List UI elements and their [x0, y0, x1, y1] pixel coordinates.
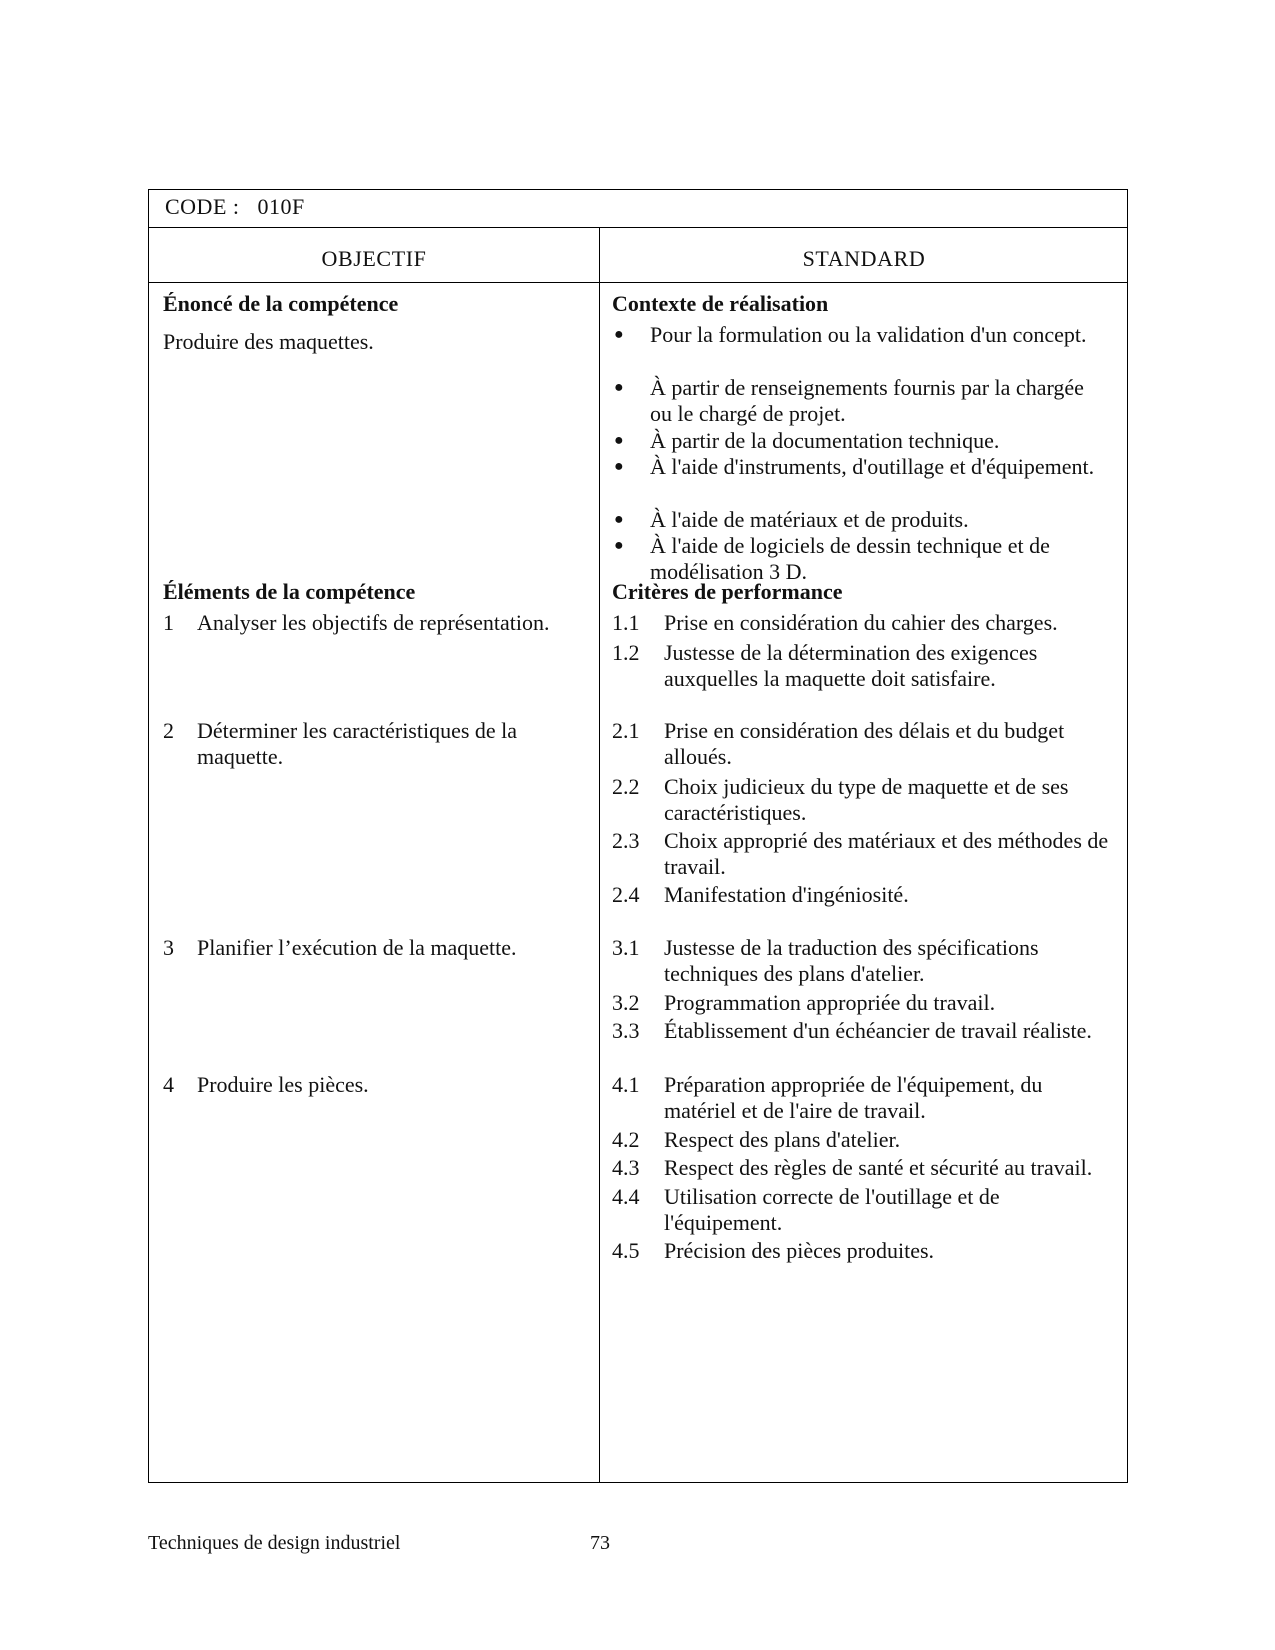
- code-label: CODE :: [165, 194, 240, 219]
- critere-text: Prise en considération du cahier des charges.: [664, 610, 1058, 635]
- critere-text: Utilisation correcte de l'outillage et de l'équipement.: [664, 1184, 1000, 1235]
- critere-number: 3.3: [612, 1018, 640, 1043]
- bullet-icon: ●: [614, 537, 624, 554]
- critere-number: 2.4: [612, 882, 640, 907]
- contexte-text: Pour la formulation ou la validation d'un concept.: [650, 322, 1087, 347]
- critere-text: Programmation appropriée du travail.: [664, 990, 996, 1015]
- critere-number: 2.2: [612, 774, 640, 799]
- column-header-row: [149, 228, 1127, 283]
- page-number: 73: [590, 1532, 610, 1554]
- contexte-text: À partir de la documentation technique.: [650, 428, 1000, 453]
- critere-number: 4.5: [612, 1238, 640, 1263]
- column-header-standard: STANDARD: [802, 246, 926, 271]
- critere-text: Préparation appropriée de l'équipement, du matériel et de l'aire de travail.: [664, 1072, 1043, 1123]
- critere-number: 3.2: [612, 990, 640, 1015]
- element-number: 2: [163, 718, 174, 743]
- critere-number: 1.1: [612, 610, 640, 635]
- competence-table: [148, 189, 1128, 1483]
- element-number: 3: [163, 935, 174, 960]
- bullet-icon: ●: [614, 458, 624, 475]
- critere-text: Justesse de la traduction des spécifications techniques des plans d'atelier.: [664, 935, 1039, 986]
- element-text: Analyser les objectifs de représentation.: [197, 610, 550, 635]
- element-text: Planifier l’exécution de la maquette.: [197, 935, 517, 960]
- bullet-icon: ●: [614, 432, 624, 449]
- contexte-text: À l'aide de logiciels de dessin technique et de modélisation 3 D.: [650, 533, 1050, 584]
- contexte-text: À l'aide d'instruments, d'outillage et d'équipement.: [650, 454, 1095, 479]
- footer-title: Techniques de design industriel: [148, 1532, 401, 1554]
- critere-number: 4.1: [612, 1072, 640, 1097]
- critere-number: 4.2: [612, 1127, 640, 1152]
- contexte-heading: Contexte de réalisation: [612, 291, 829, 316]
- critere-text: Justesse de la détermination des exigences auxquelles la maquette doit satisfaire.: [664, 640, 1038, 691]
- enonce-text: Produire des maquettes.: [163, 329, 374, 354]
- criteres-heading: Critères de performance: [612, 579, 843, 604]
- critere-number: 3.1: [612, 935, 640, 960]
- critere-text: Prise en considération des délais et du budget alloués.: [664, 718, 1065, 769]
- column-header-objectif: OBJECTIF: [321, 246, 427, 271]
- element-text: Déterminer les caractéristiques de la maquette.: [197, 718, 518, 769]
- code-value: 010F: [257, 194, 305, 219]
- critere-text: Précision des pièces produites.: [664, 1238, 935, 1263]
- critere-text: Respect des règles de santé et sécurité au travail.: [664, 1155, 1093, 1180]
- critere-number: 1.2: [612, 640, 640, 665]
- critere-text: Choix judicieux du type de maquette et de ses caractéristiques.: [664, 774, 1069, 825]
- critere-text: Établissement d'un échéancier de travail réaliste.: [664, 1018, 1092, 1043]
- critere-text: Respect des plans d'atelier.: [664, 1127, 901, 1152]
- critere-text: Manifestation d'ingéniosité.: [664, 882, 909, 907]
- enonce-heading: Énoncé de la compétence: [163, 291, 399, 316]
- bullet-icon: ●: [614, 511, 624, 528]
- bullet-icon: ●: [614, 326, 624, 343]
- element-number: 1: [163, 610, 174, 635]
- element-number: 4: [163, 1072, 174, 1097]
- contexte-text: À l'aide de matériaux et de produits.: [650, 507, 969, 532]
- critere-number: 4.4: [612, 1184, 640, 1209]
- element-text: Produire les pièces.: [197, 1072, 369, 1097]
- critere-text: Choix approprié des matériaux et des méthodes de travail.: [664, 828, 1109, 879]
- code-row: [149, 190, 1127, 228]
- column-divider: [599, 228, 600, 1482]
- bullet-icon: ●: [614, 379, 624, 396]
- contexte-text: À partir de renseignements fournis par la chargée ou le chargé de projet.: [650, 375, 1084, 426]
- critere-number: 2.3: [612, 828, 640, 853]
- elements-heading: Éléments de la compétence: [163, 579, 416, 604]
- critere-number: 2.1: [612, 718, 640, 743]
- critere-number: 4.3: [612, 1155, 640, 1180]
